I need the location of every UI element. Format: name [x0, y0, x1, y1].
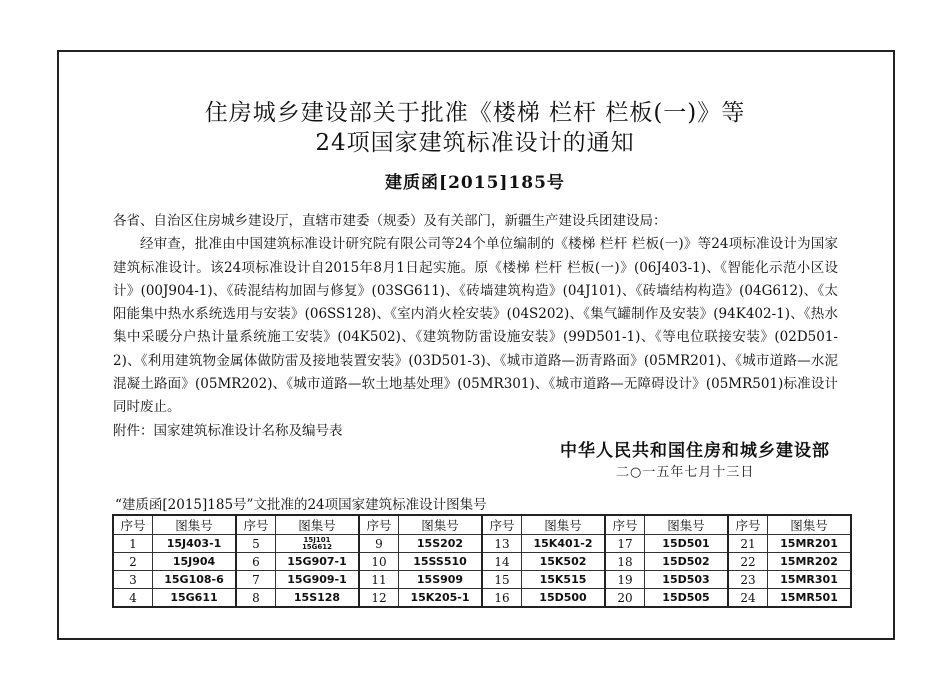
table-row: [113, 553, 851, 571]
cell-serial-no: 8: [236, 589, 276, 608]
cell-atlas-code: 15G611: [153, 589, 237, 608]
cell-atlas-code: 15J403-1: [153, 535, 237, 553]
cell-atlas-code: 15MR202: [768, 553, 852, 571]
cell-serial-no: 10: [359, 553, 399, 571]
signature-organization: 中华人民共和国住房和城乡建设部: [560, 441, 830, 461]
header-code: 图集号: [645, 515, 729, 535]
document-number: 建质函[2015]185号: [385, 173, 565, 193]
cell-atlas-code: 15D503: [645, 571, 729, 589]
cell-serial-no: 12: [359, 589, 399, 608]
header-no: 序号: [605, 515, 645, 535]
cell-atlas-code: 15S202: [399, 535, 483, 553]
cell-atlas-code: 15MR501: [768, 589, 852, 608]
cell-serial-no: 19: [605, 571, 645, 589]
cell-serial-no: 20: [605, 589, 645, 608]
cell-serial-no: 4: [113, 589, 153, 608]
cell-serial-no: 6: [236, 553, 276, 571]
cell-serial-no: 1: [113, 535, 153, 553]
cell-serial-no: 13: [482, 535, 522, 553]
table-caption: “建质函[2015]185号”文批准的24项国家建筑标准设计图集号: [115, 497, 487, 513]
header-no: 序号: [236, 515, 276, 535]
cell-atlas-code: 15D501: [645, 535, 729, 553]
cell-serial-no: 9: [359, 535, 399, 553]
cell-serial-no: 3: [113, 571, 153, 589]
notice-title-line1: 住房城乡建设部关于批准《楼梯 栏杆 栏板(一)》等: [204, 100, 746, 126]
body-paragraph: 经审查，批准由中国建筑标准设计研究院有限公司等24个单位编制的《楼梯 栏杆 栏板(一)》等24项标准设计为国家建筑标准设计。该24项标准设计自2015年8月1日起实施。原《楼梯 栏杆 栏板(一)》(06J403-1)、《智能化示范小区设计》(00J904-1)、《砖混结构加固与修复》(03SG611)、《砖墙建筑构造》(04J101)、《砖墙结构构造》(04G612)、《太阳能集中热水系统选用与安装》(06SS128)、《室内消火栓安装》(04S202)、《集气罐制作及安装》(94K402-1)、《热水集中采暖分户热计量系统施工安装》(04K502)、《建筑物防雷设施安装》(99D501-1)、《等电位联接安装》(02D501-2)、《利用建筑物金属体做防雷及接地装置安装》(03D501-3)、《城市道路—沥青路面》(05MR201)、《城市道路—水泥混凝土路面》(05MR202)、《城市道路—软土地基处理》(05MR301)、《城市道路—无障碍设计》(05MR501)标准设计同时废止。: [113, 236, 838, 416]
notice-title-line2: 24项国家建筑标准设计的通知: [315, 130, 635, 156]
cell-atlas-code: 15SS510: [399, 553, 483, 571]
header-no: 序号: [113, 515, 153, 535]
cell-serial-no: 17: [605, 535, 645, 553]
cell-serial-no: 18: [605, 553, 645, 571]
cell-serial-no: 5: [236, 535, 276, 553]
table-row: [113, 571, 851, 589]
cell-atlas-code: 15J904: [153, 553, 237, 571]
cell-serial-no: 23: [728, 571, 768, 589]
table-header-row: [113, 515, 851, 535]
cell-serial-no: 11: [359, 571, 399, 589]
cell-atlas-code: 15K502: [522, 553, 606, 571]
cell-atlas-code: 15MR201: [768, 535, 852, 553]
cell-serial-no: 16: [482, 589, 522, 608]
attachment-line: 附件：国家建筑标准设计名称及编号表: [113, 422, 343, 439]
cell-atlas-code: 15J101 15G612: [276, 535, 360, 553]
cell-serial-no: 14: [482, 553, 522, 571]
header-no: 序号: [482, 515, 522, 535]
table-row: [113, 589, 851, 608]
cell-atlas-code: 15D502: [645, 553, 729, 571]
cell-atlas-code: 15K401-2: [522, 535, 606, 553]
cell-atlas-code: 15S909: [399, 571, 483, 589]
header-no: 序号: [728, 515, 768, 535]
cell-serial-no: 21: [728, 535, 768, 553]
table-body: [113, 535, 851, 608]
cell-atlas-code: 15K205-1: [399, 589, 483, 608]
notice-body: [113, 210, 838, 443]
header-code: 图集号: [399, 515, 483, 535]
cell-serial-no: 7: [236, 571, 276, 589]
cell-serial-no: 22: [728, 553, 768, 571]
cell-atlas-code: 15K515: [522, 571, 606, 589]
atlas-number-table: [112, 514, 852, 608]
addressee-line: 各省、自治区住房城乡建设厅，直辖市建委（规委）及有关部门，新疆生产建设兵团建设局：: [113, 213, 667, 229]
cell-atlas-code: 15G108-6: [153, 571, 237, 589]
header-code: 图集号: [522, 515, 606, 535]
header-code: 图集号: [768, 515, 852, 535]
cell-atlas-code: 15MR301: [768, 571, 852, 589]
cell-serial-no: 2: [113, 553, 153, 571]
cell-atlas-code: 15G909-1: [276, 571, 360, 589]
signature-date: 二○一五年七月十三日: [616, 465, 755, 480]
cell-atlas-code: 15G907-1: [276, 553, 360, 571]
table-row: [113, 535, 851, 553]
cell-serial-no: 15: [482, 571, 522, 589]
cell-serial-no: 24: [728, 589, 768, 608]
header-code: 图集号: [276, 515, 360, 535]
cell-atlas-code: 15D500: [522, 589, 606, 608]
cell-atlas-code: 15S128: [276, 589, 360, 608]
header-code: 图集号: [153, 515, 237, 535]
cell-atlas-code: 15D505: [645, 589, 729, 608]
header-no: 序号: [359, 515, 399, 535]
